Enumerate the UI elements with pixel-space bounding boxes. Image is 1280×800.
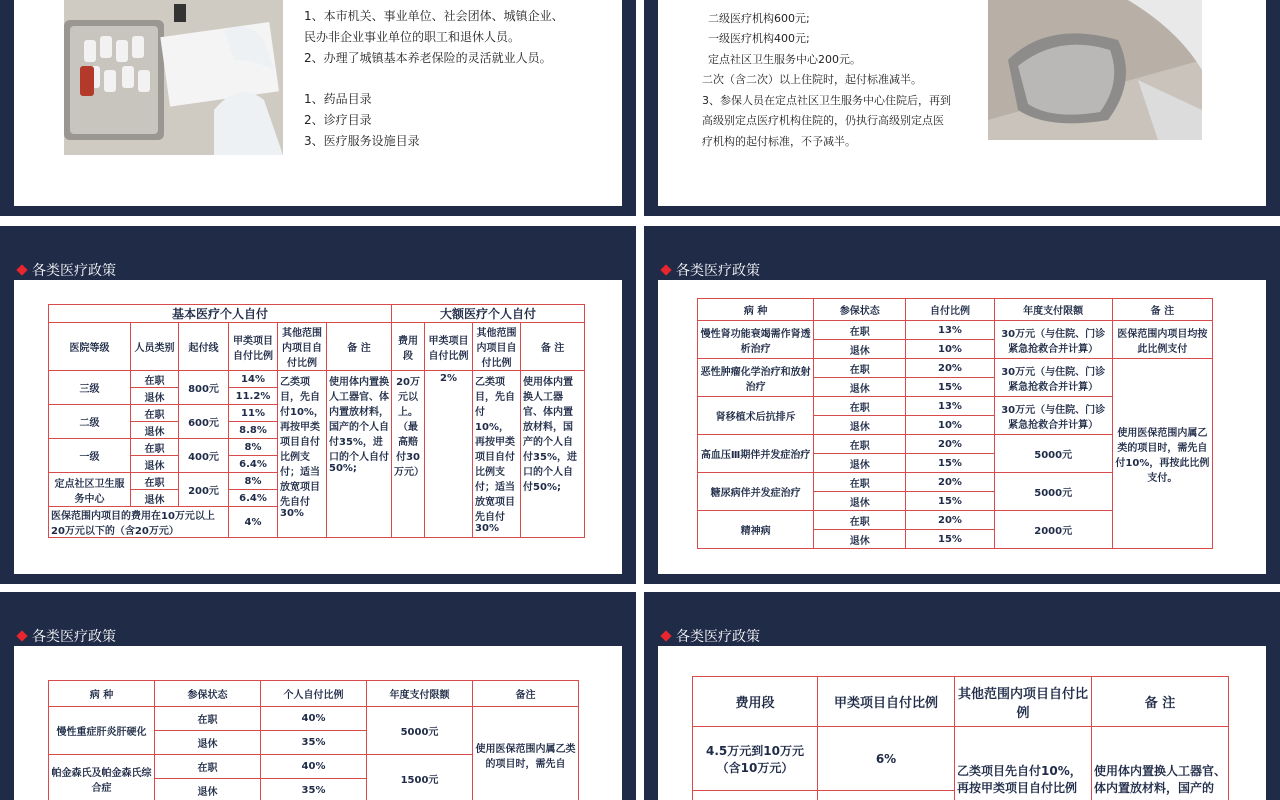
ratio-cell: 13% [906,397,994,416]
level-1: 一级 [49,439,131,473]
group-large: 大额医疗个人自付 [392,305,585,323]
slide-title-text: 各类医疗政策 [32,263,116,279]
disease: 糖尿病伴并发症治疗 [698,473,814,511]
ratio-cell: 6.4% [229,456,278,473]
slide-title-text: 各类医疗政策 [32,629,116,645]
policy-table-basic [48,304,585,538]
eligibility-line-1: 1、本市机关、事业单位、社会团体、城镇企业、 [304,9,564,23]
threshold-line-6: 高级别定点医疗机构住院的，仍执行高级别定点医 [702,114,944,127]
policy-table-chronic [697,298,1213,549]
slide-top-left [0,0,636,216]
big-other-note: 乙类项目，先自付10%，再按甲类项目自付比例支付；适当放宽项目先自付30% [473,371,521,538]
limit: 1500元 [367,755,473,800]
header-status: 人员类别 [131,323,179,371]
slide-content [14,280,622,574]
ratio-cell: 11% [229,405,278,422]
status-active: 在职 [131,371,179,388]
threshold-2: 600元 [179,405,229,439]
ratio-cell: 8% [229,473,278,490]
ratio-cell: 10% [906,340,994,359]
ratio-cell: 8.8% [229,422,278,439]
disease: 高血压Ⅲ期伴并发症治疗 [698,435,814,473]
slide-bottom-left [0,592,636,800]
status-retired: 退休 [814,492,906,511]
limit: 30万元（与住院、门诊紧急抢救合并计算） [994,397,1112,435]
slide-content [14,0,622,206]
ratio-cell: 15% [906,378,994,397]
status-active: 在职 [814,511,906,530]
header-ratio: 自付比例 [906,299,994,321]
header-remark: 备注 [473,681,579,707]
header-remark: 备 注 [1112,299,1212,321]
limit: 2000元 [994,511,1112,549]
threshold-line-2: 一级医疗机构400元; [708,32,810,45]
big-ratio: 2% [425,371,473,538]
header-disease: 病 种 [49,681,155,707]
limit: 30万元（与住院、门诊紧急抢救合并计算） [994,321,1112,359]
ratio-cell: 6.4% [229,490,278,507]
status-active: 在职 [814,435,906,454]
policy-table-large [692,676,1229,800]
disease: 肾移植术后抗排斥 [698,397,814,435]
level-3: 三级 [49,371,131,405]
status-active: 在职 [814,473,906,492]
status-retired: 退休 [814,378,906,397]
slide-title [662,626,760,646]
header-level: 医院等级 [49,323,131,371]
bottom-label: 医保范围内项目的费用在10万元以上20万元以下的（含20万元） [49,507,229,538]
ratio-cell: 13% [906,321,994,340]
empty-cell [818,791,955,800]
disease: 帕金森氏及帕金森氏综合症 [49,755,155,800]
status-retired: 退休 [131,422,179,439]
slide-middle-left [0,226,636,584]
disease: 恶性肿瘤化学治疗和放射治疗 [698,359,814,397]
segment: 4.5万元到10万元（含10万元） [693,727,818,791]
other-note: 乙类项目，先自付10%，再按甲类项目自付比例支付；适当放宽项目先自付30% [278,371,327,538]
diamond-bullet-icon [16,264,27,275]
catalog-line-2: 2、诊疗目录 [304,113,372,127]
threshold-line-4: 二次（含二次）以上住院时，起付标准减半。 [702,73,922,86]
header-big-remark: 备 注 [521,323,585,371]
limit: 5000元 [367,707,473,755]
diamond-bullet-icon [660,264,671,275]
disease: 慢性重症肝炎肝硬化 [49,707,155,755]
header-other: 其他范围内项目自付比例 [955,677,1092,727]
big-remark-note: 使用体内置换人工器官、体内置放材料，国产的个人自付35%，进口的个人自付50%; [521,371,585,538]
remark-note: 使用体内置换人工器官、体内置放材料，国产的个人自付35%，进口的个人自付50%; [327,371,392,538]
ratio-cell: 35% [261,779,367,800]
group-basic: 基本医疗个人自付 [49,305,392,323]
slide-content [658,0,1266,206]
bottom-ratio: 4% [229,507,278,538]
ratio-cell: 10% [906,416,994,435]
status-active: 在职 [814,321,906,340]
remark-note: 使用体内置换人工器官、体内置放材料，国产的 [1092,727,1229,800]
status-retired: 退休 [814,454,906,473]
status-active: 在职 [131,473,179,490]
ratio-cell: 20% [906,359,994,378]
status-active: 在职 [814,397,906,416]
status-active: 在职 [814,359,906,378]
slide-bottom-right [644,592,1280,800]
note-2: 使用医保范围内属乙类的项目时，需先自付10%，再按此比例支付。 [1112,359,1212,549]
slide-top-right [644,0,1280,216]
slide-title [18,626,116,646]
header-ratio: 个人自付比例 [261,681,367,707]
header-class-a: 甲类项目自付比例 [229,323,278,371]
limit: 5000元 [994,435,1112,473]
slide-content [14,646,622,800]
status-retired: 退休 [814,416,906,435]
ratio-cell: 14% [229,371,278,388]
ratio-cell: 20% [906,511,994,530]
level-community: 定点社区卫生服务中心 [49,473,131,507]
disease: 精神病 [698,511,814,549]
header-other: 其他范围内项目自付比例 [278,323,327,371]
empty-cell [693,791,818,800]
header-remark: 备 注 [327,323,392,371]
header-segment: 费用段 [392,323,425,371]
header-limit: 年度支付限额 [367,681,473,707]
slide-title [662,260,760,280]
threshold-3: 800元 [179,371,229,405]
ratio-cell: 20% [906,473,994,492]
status-retired: 退休 [155,779,261,800]
disease: 慢性肾功能衰竭需作肾透析治疗 [698,321,814,359]
slide-title [18,260,116,280]
status-active: 在职 [131,405,179,422]
header-status: 参保状态 [814,299,906,321]
slide-title-text: 各类医疗政策 [676,263,760,279]
diamond-bullet-icon [660,630,671,641]
slide-content [658,646,1266,800]
slide-middle-right [644,226,1280,584]
ratio-cell: 11.2% [229,388,278,405]
header-disease: 病 种 [698,299,814,321]
ratio-cell: 20% [906,435,994,454]
ratio-cell: 8% [229,439,278,456]
header-class-a: 甲类项目自付比例 [818,677,955,727]
header-limit: 年度支付限额 [994,299,1112,321]
eligibility-line-3: 2、办理了城镇基本养老保险的灵活就业人员。 [304,51,552,65]
ratio-cell: 40% [261,755,367,779]
catalog-line-3: 3、医疗服务设施目录 [304,134,420,148]
note: 使用医保范围内属乙类的项目时，需先自 [473,707,579,800]
ratio-cell: 15% [906,530,994,549]
threshold-line-5: 3、参保人员在定点社区卫生服务中心住院后，再到 [702,94,951,107]
header-big-other: 其他范围内项目自付比例 [473,323,521,371]
threshold-1: 400元 [179,439,229,473]
ratio-cell: 15% [906,454,994,473]
dental-chair-icon [988,0,1202,140]
note-1: 医保范围内项目均按此比例支付 [1112,321,1212,359]
status-retired: 退休 [155,731,261,755]
threshold-community: 200元 [179,473,229,507]
limit: 5000元 [994,473,1112,511]
threshold-line-1: 二级医疗机构600元; [708,12,810,25]
medicine-bottles-icon [64,0,283,155]
level-2: 二级 [49,405,131,439]
policy-table-special [48,680,579,800]
ratio: 6% [818,727,955,791]
medicine-photo [64,0,283,155]
header-remark: 备 注 [1092,677,1229,727]
status-retired: 退休 [131,388,179,405]
status-retired: 退休 [131,490,179,507]
header-threshold: 起付线 [179,323,229,371]
header-big-class-a: 甲类项目自付比例 [425,323,473,371]
status-retired: 退休 [131,456,179,473]
status-active: 在职 [155,755,261,779]
threshold-line-3: 定点社区卫生服务中心200元。 [708,53,861,66]
header-segment: 费用段 [693,677,818,727]
ratio-cell: 15% [906,492,994,511]
eligibility-line-2: 民办非企业事业单位的职工和退休人员。 [304,30,521,44]
diamond-bullet-icon [16,630,27,641]
status-active: 在职 [155,707,261,731]
limit: 30万元（与住院、门诊紧急抢救合并计算） [994,359,1112,397]
header-status: 参保状态 [155,681,261,707]
threshold-line-7: 疗机构的起付标准，不予减半。 [702,135,856,148]
status-retired: 退休 [814,340,906,359]
status-active: 在职 [131,439,179,456]
dental-chair-photo [988,0,1202,140]
segment-note: 20万元以上。（最高赔付30万元） [392,371,425,538]
catalog-line-1: 1、药品目录 [304,92,372,106]
slide-title-text: 各类医疗政策 [676,629,760,645]
slide-content [658,280,1266,574]
ratio-cell: 40% [261,707,367,731]
ratio-cell: 35% [261,731,367,755]
status-retired: 退休 [814,530,906,549]
other-note: 乙类项目先自付10%，再按甲类项目自付比例 [955,727,1092,800]
